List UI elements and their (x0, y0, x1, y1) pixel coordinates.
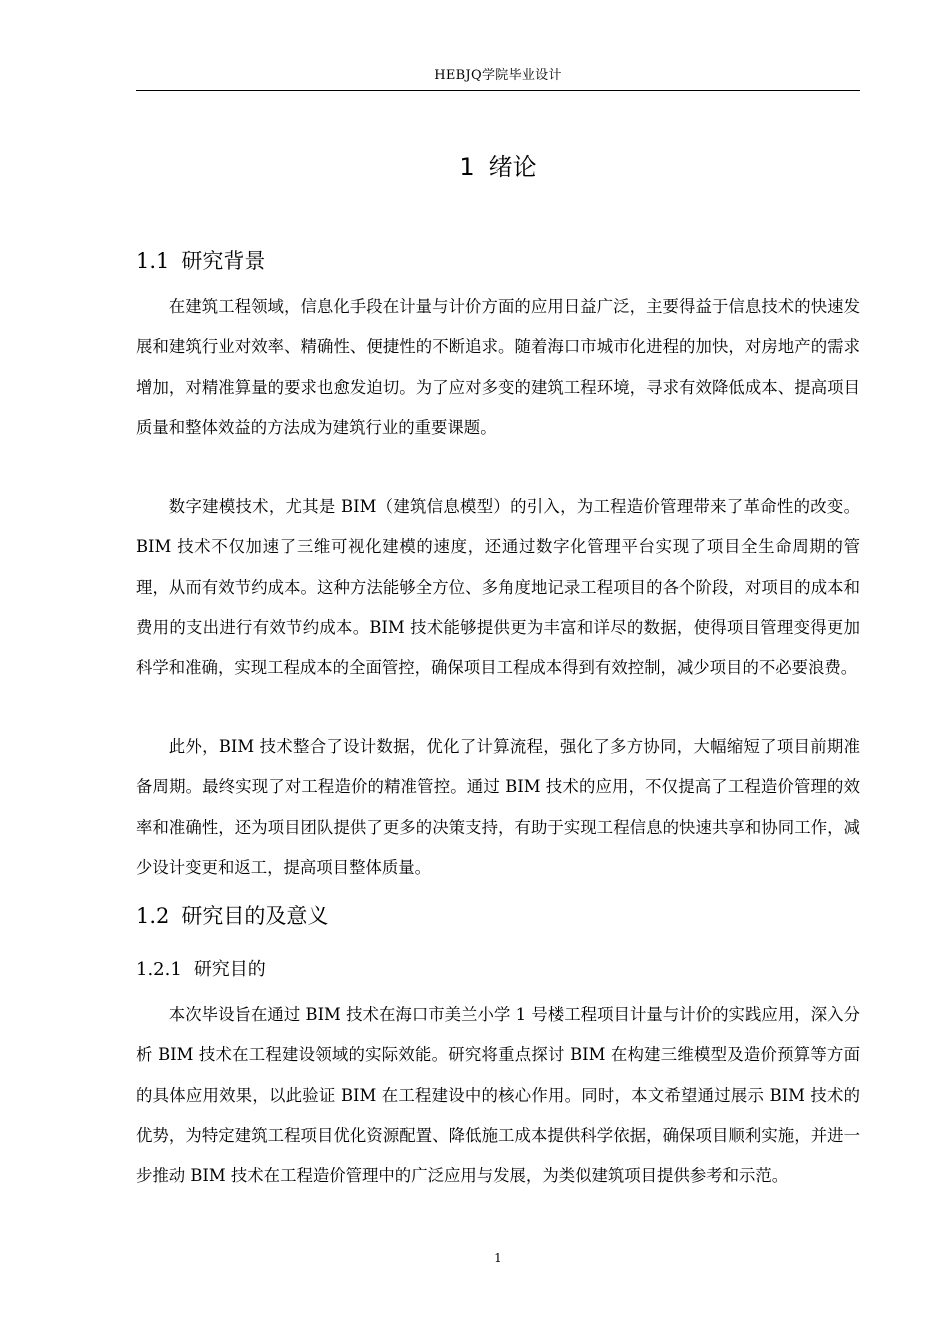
section-title: 研究背景 (181, 249, 266, 273)
paragraph: 在建筑工程领域，信息化手段在计量与计价方面的应用日益广泛，主要得益于信息技术的快速发展和建筑行业对效率、精确性、便捷性的不断追求。随着海口市城市化进程的加快，对房地产的需求增加，对精准算量的要求也愈发迫切。为了应对多变的建筑工程环境，寻求有效降低成本、提高项目质量和整体效益的方法成为建筑行业的重要课题。 (136, 297, 860, 437)
section-number: 1.1 (136, 249, 170, 273)
section-heading-1-1 (136, 246, 265, 276)
chapter-title (136, 150, 860, 184)
section-title: 研究目的及意义 (181, 904, 329, 928)
chapter-number: 1 (459, 153, 475, 181)
header-text: HEBJQ学院毕业设计 (434, 68, 562, 83)
section-number: 1.2 (136, 904, 170, 928)
paragraph: 数字建模技术，尤其是 BIM（建筑信息模型）的引入，为工程造价管理带来了革命性的改变。BIM 技术不仅加速了三维可视化建模的速度，还通过数字化管理平台实现了项目全生命周期的管理，从而有效节约成本。这种方法能够全方位、多角度地记录工程项目的各个阶段，对项目的成本和费用的支出进行有效节约成本。BIM 技术能够提供更为丰富和详尽的数据，使得项目管理变得更加科学和准确，实现工程成本的全面管控，确保项目工程成本得到有效控制，减少项目的不必要浪费。 (136, 497, 860, 678)
page-header (136, 66, 860, 91)
chapter-title-text: 绪论 (488, 153, 537, 181)
subsection-number: 1.2.1 (136, 959, 182, 980)
page-number (136, 1250, 860, 1266)
subsection-title: 研究目的 (193, 959, 266, 980)
section-heading-1-2 (136, 901, 328, 931)
page-number-text: 1 (494, 1251, 502, 1265)
paragraph: 本次毕设旨在通过 BIM 技术在海口市美兰小学 1 号楼工程项目计量与计价的实践应用，深入分析 BIM 技术在工程建设领域的实际效能。研究将重点探讨 BIM 在构建三维模型及造价预算等方面的具体应用效果，以此验证 BIM 在工程建设中的核心作用。同时，本文希望通过展示 BIM 技术的优势，为特定建筑工程项目优化资源配置、降低施工成本提供科学依据，确保项目顺利实施，并进一步推动 BIM 技术在工程造价管理中的广泛应用与发展，为类似建筑项目提供参考和示范。 (136, 1005, 860, 1186)
paragraph: 此外，BIM 技术整合了设计数据，优化了计算流程，强化了多方协同，大幅缩短了项目前期准备周期。最终实现了对工程造价的精准管控。通过 BIM 技术的应用，不仅提高了工程造价管理的效率和准确性，还为项目团队提供了更多的决策支持，有助于实现工程信息的快速共享和协同工作，减少设计变更和返工，提高项目整体质量。 (136, 737, 860, 877)
subsection-heading-1-2-1 (136, 957, 266, 983)
